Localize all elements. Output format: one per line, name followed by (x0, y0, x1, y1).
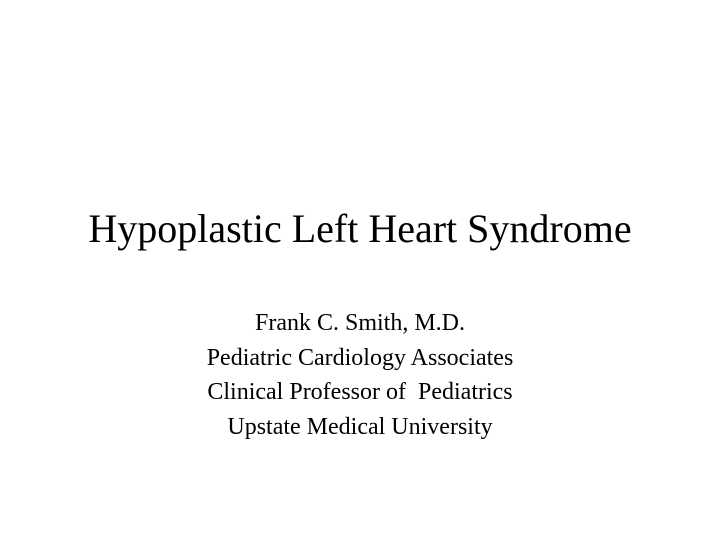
slide-title: Hypoplastic Left Heart Syndrome (88, 206, 632, 251)
presenter-position: Clinical Professor of Pediatrics (207, 379, 513, 405)
presenter-name: Frank C. Smith, M.D. (254, 310, 466, 336)
presenter-institution: Upstate Medical University (227, 413, 493, 440)
slide-subtitle (0, 306, 720, 444)
presenter-organization: Pediatric Cardiology Associates (206, 344, 514, 371)
